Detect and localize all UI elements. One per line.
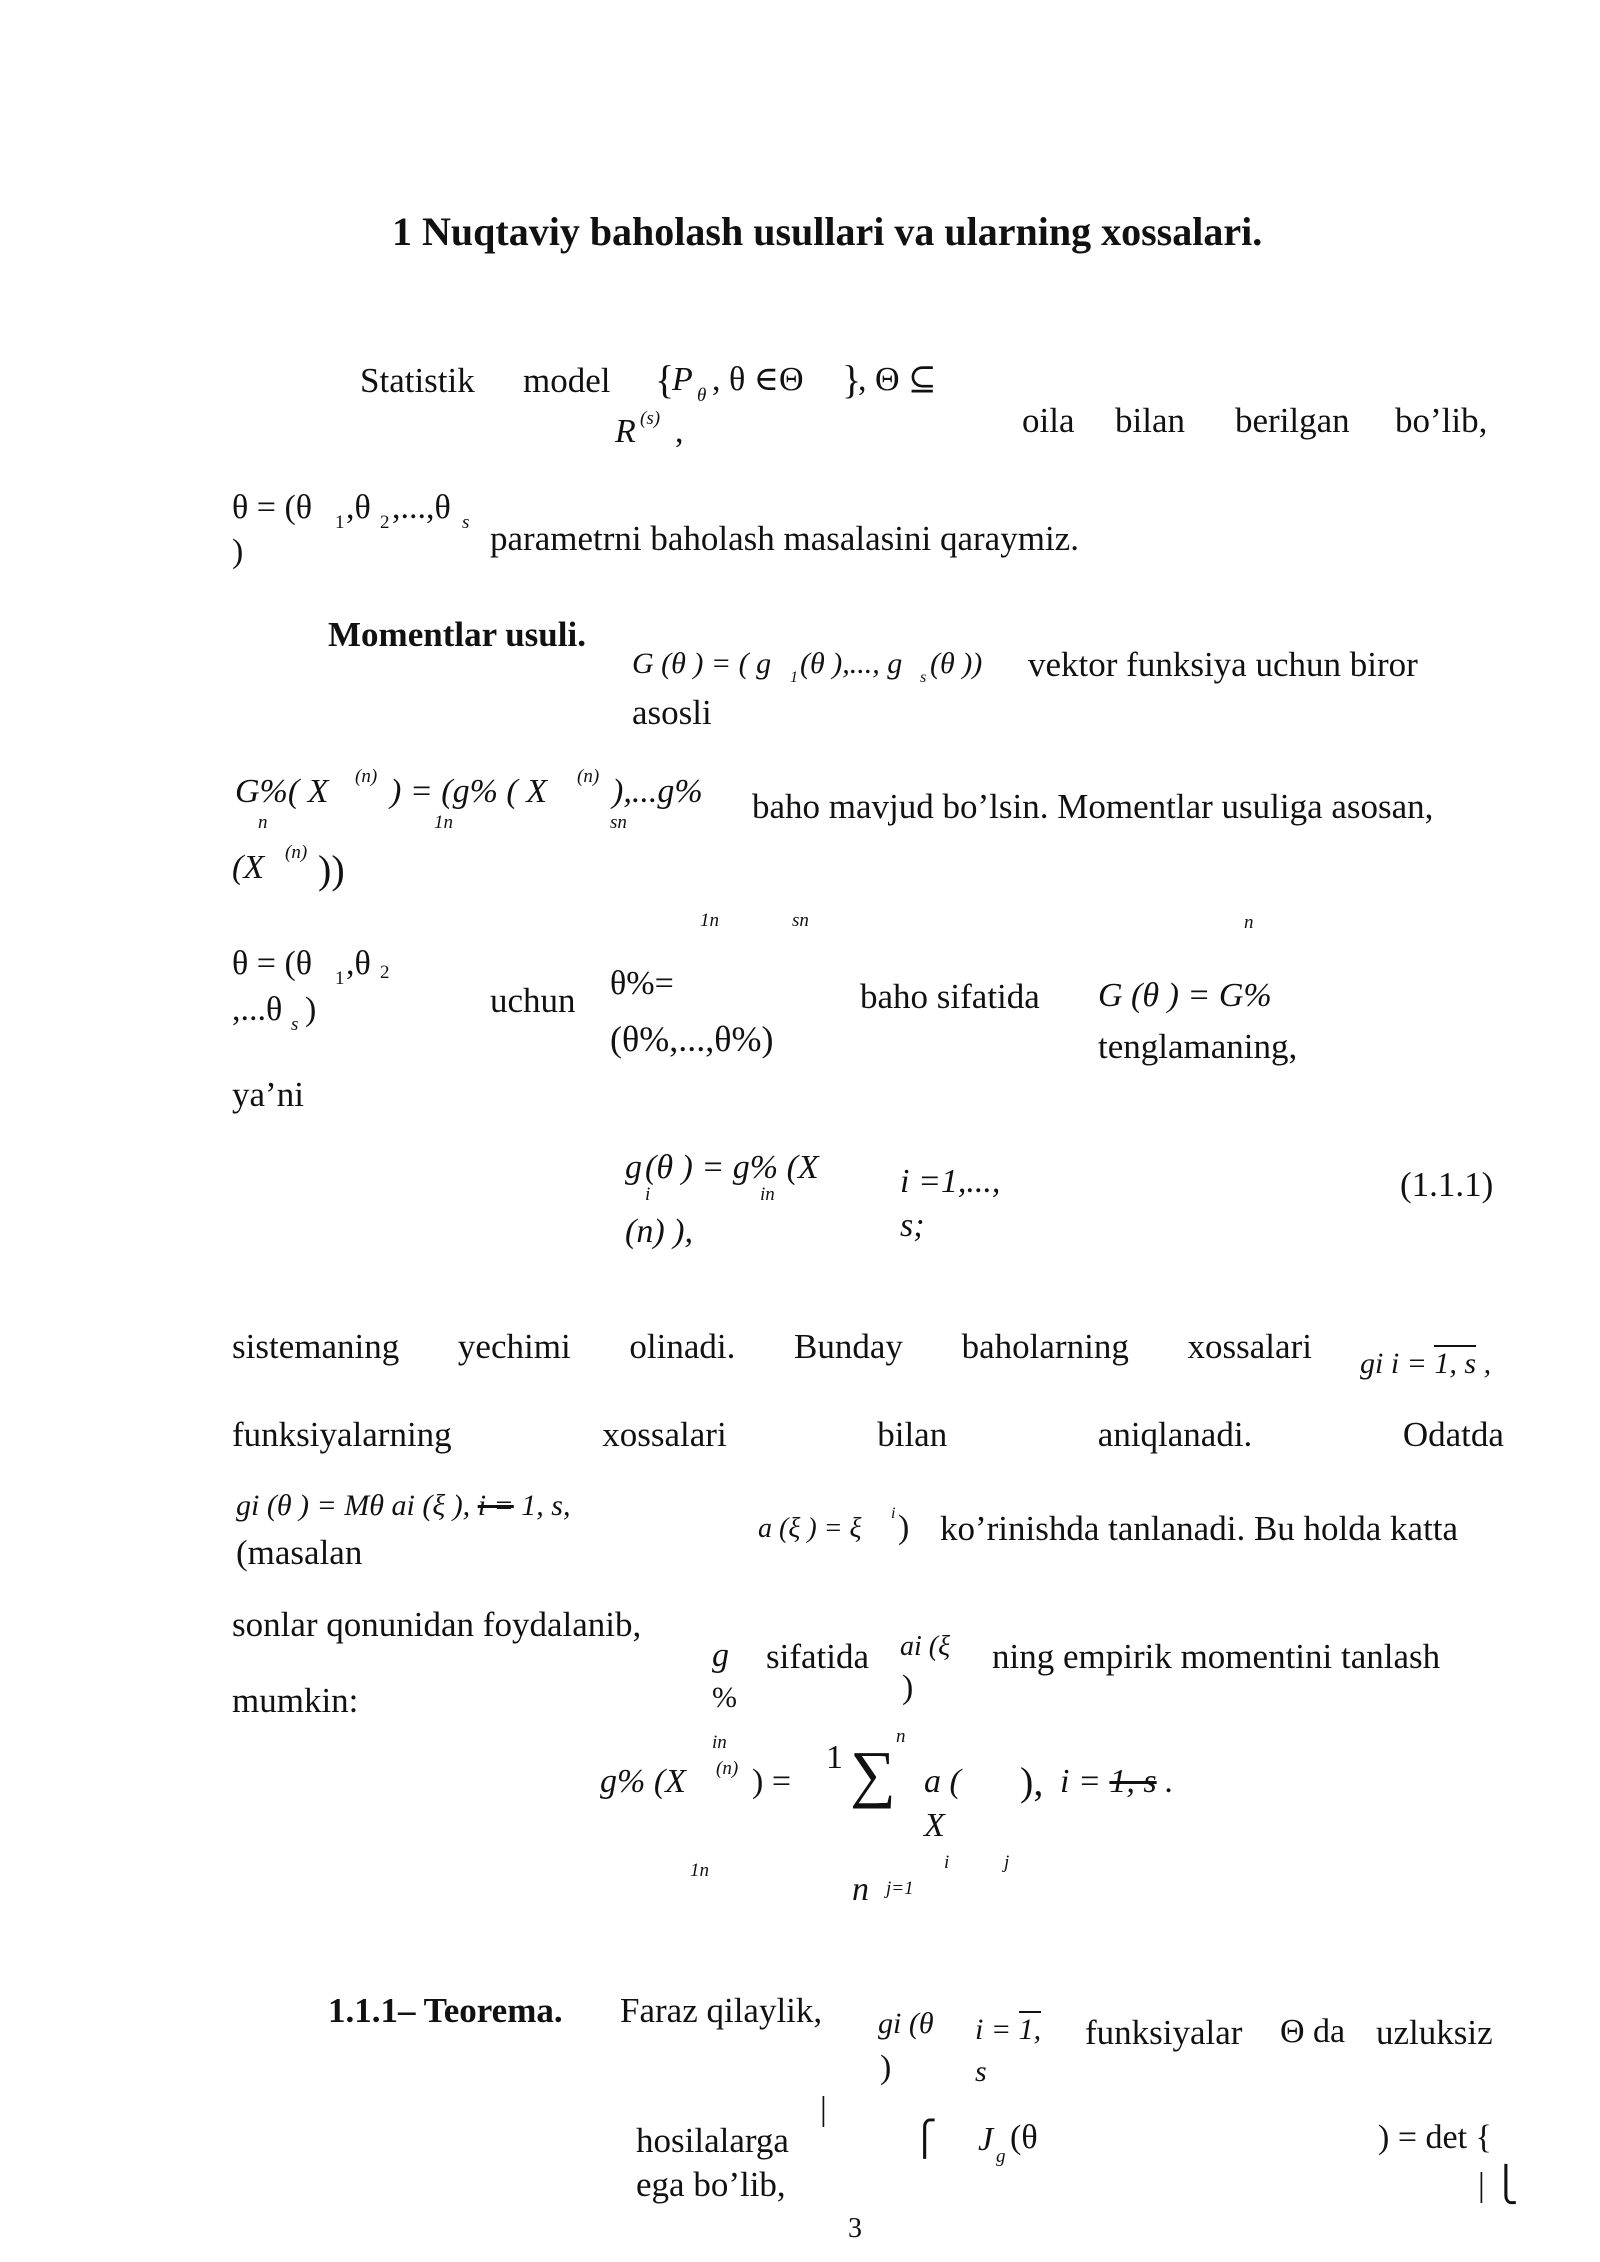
word-berilgan: berilgan <box>1235 401 1350 440</box>
equation-number: (1.1.1) <box>1400 1165 1494 1204</box>
sonlar-text: sonlar qonunidan foydalanib, <box>232 1605 642 1644</box>
gi-index <box>1360 1346 1491 1382</box>
theta-sub-1: 1 <box>335 512 345 533</box>
param-text: parametrni baholash masalasini qaraymiz. <box>490 519 1079 558</box>
Gn-sub-sn: sn <box>610 812 627 833</box>
theorem-label: 1.1.1– Teorema. <box>328 1991 563 2030</box>
section-title: 1 Nuqtaviy baholash usullari va ularning xossalari. <box>392 209 1263 254</box>
word-model: model <box>523 361 611 400</box>
set-P: P <box>672 361 693 398</box>
G-sub-1: 1 <box>790 669 798 686</box>
sifatida: sifatida <box>766 1637 870 1676</box>
theta-close-paren: ) <box>232 533 244 570</box>
R-superscript: (s) <box>640 408 661 429</box>
jacobian-det-tail: | ⎩ <box>1478 2167 1519 2204</box>
g-tilde-in: in <box>712 1732 727 1753</box>
emp-sub-j: j <box>1004 1852 1010 1873</box>
word: bilan <box>877 1415 948 1454</box>
eq111-rhs-1: i =1,..., <box>900 1163 1001 1200</box>
Gn-line2-sup: (n) <box>285 842 308 863</box>
g-tilde-g: g <box>712 1637 729 1674</box>
page-number: 3 <box>848 2213 862 2244</box>
ai-xi-close: ) <box>902 1669 914 1706</box>
emp-strike: 1, s <box>1109 1763 1157 1800</box>
G-definition: G (θ ) = ( g <box>632 647 772 680</box>
word: Bunday <box>794 1327 903 1366</box>
eq111-sub-in: in <box>760 1184 775 1205</box>
G-sub-s: s <box>920 669 927 686</box>
G-text: vektor funksiya uchun biror <box>1028 645 1418 684</box>
uzluksiz: uzluksiz <box>1376 2013 1493 2052</box>
theta-hat-vector: (θ%,...,θ%) <box>610 1019 774 1059</box>
set-membership: , θ ∈Θ <box>712 361 804 398</box>
emp-sigma: ∑ <box>850 1738 896 1809</box>
word: aniqlanadi. <box>1097 1415 1253 1454</box>
theorem-lbracket: ⎧ <box>912 2121 938 2158</box>
word: yechimi <box>457 1327 571 1366</box>
set-theta-sub: θ <box>697 385 707 406</box>
masalan: (masalan <box>236 1533 363 1572</box>
stray-sub-n: n <box>1244 912 1254 933</box>
word: xossalari <box>1187 1327 1312 1366</box>
G-definition-mid: (θ ),..., g <box>800 647 903 680</box>
word-statistik: Statistik <box>360 361 475 400</box>
eq111-sub-i: i <box>645 1184 651 1205</box>
theorem-gi: gi (θ <box>878 2007 934 2040</box>
theorem-i-s: s <box>975 2055 987 2088</box>
Gn-sup-2: (n) <box>577 766 600 787</box>
emp-X: X <box>924 1807 945 1844</box>
G-definition-end: (θ )) <box>930 647 983 680</box>
theta-comma-1: ,θ <box>346 489 371 526</box>
yani: ya’ni <box>232 1075 304 1114</box>
word-uchun: uchun <box>490 981 576 1020</box>
Gn-sub-n: n <box>258 812 268 833</box>
emp-i-eq: i = <box>1060 1763 1110 1800</box>
Gn-lhs: G%( X <box>235 773 329 810</box>
set-subset: , Θ ⊆ <box>858 361 937 398</box>
ai-xi: ai (ξ <box>900 1631 951 1662</box>
word: Odatda <box>1402 1415 1504 1454</box>
jacobian-J: J <box>978 2121 994 2158</box>
theorem-text: Faraz qilaylik, <box>620 1991 823 2030</box>
set-rbrace: } <box>842 357 862 402</box>
emp-lhs: g% (X <box>600 1763 686 1800</box>
theorem-bar: | <box>820 2091 827 2128</box>
gi-comma: , <box>1476 1347 1492 1380</box>
emp-lhs-sup: (n) <box>716 1758 739 1779</box>
Gn-line2-open: (X <box>232 849 265 886</box>
gi-overline: 1, s <box>1434 1347 1477 1380</box>
emp-frac-den: n <box>852 1871 869 1908</box>
Gn-sub-1n: 1n <box>434 812 453 833</box>
Gn-sup-1: (n) <box>355 766 378 787</box>
emp-index <box>1060 1762 1174 1803</box>
word: olinadi. <box>629 1327 736 1366</box>
ning-text: ning empirik momentini tanlash <box>992 1637 1441 1676</box>
word: baholarning <box>961 1327 1129 1366</box>
theta2-comma: ,θ <box>346 945 371 982</box>
gi-definition <box>236 1488 570 1524</box>
mumkin: mumkin: <box>232 1681 359 1720</box>
Gn-tail: ),...g% <box>612 773 703 810</box>
theta-hat-lhs: θ%= <box>610 965 674 1002</box>
theta-sub-s: s <box>462 512 470 533</box>
Theta-da: Θ da <box>1280 2013 1346 2050</box>
word-bilan: bilan <box>1115 401 1185 440</box>
theta-comma-2: ,...,θ <box>392 489 451 526</box>
baho-sifatida: baho sifatida <box>860 977 1040 1016</box>
body-line-a <box>232 1326 1312 1368</box>
hosilalarga: hosilalarga <box>636 2121 789 2160</box>
word: sistemaning <box>232 1327 400 1366</box>
emp-sub-i: i <box>944 1852 950 1873</box>
theorem-i-over: 1, <box>1018 2013 1042 2046</box>
ega-bolib: ega bo’lib, <box>636 2165 786 2204</box>
jacobian-theta: (θ <box>1010 2119 1038 2156</box>
Gn-line2-close: )) <box>318 847 345 892</box>
G-equation: G (θ ) = G% <box>1098 977 1272 1014</box>
theta2-close: ) <box>305 991 317 1028</box>
word: funksiyalarning <box>232 1415 452 1454</box>
stray-sub-1n: 1n <box>700 910 719 931</box>
gi-text: gi i = <box>1360 1347 1435 1380</box>
theta2-rest: ,...θ <box>232 991 283 1028</box>
word-oila: oila <box>1022 401 1075 440</box>
emp-frac-num: 1 <box>826 1739 843 1776</box>
emp-close: ), <box>1020 1759 1044 1804</box>
emp-sigma-top: n <box>896 1726 906 1747</box>
theorem-gi-close: ) <box>880 2049 892 2086</box>
emp-lhs-close: ) = <box>752 1763 791 1800</box>
stray-sub-sn: sn <box>792 910 809 931</box>
theta2-sub-s: s <box>291 1014 299 1035</box>
funksiyalar: funksiyalar <box>1085 2013 1243 2052</box>
eq111-n: (n) ), <box>625 1213 693 1250</box>
theta2-lhs: θ = (θ <box>232 945 313 982</box>
Gn-text: baho mavjud bo’lsin. Momentlar usuliga asosan, <box>752 787 1434 826</box>
a-xi-sup: i <box>891 1505 896 1522</box>
theta-vector-lhs: θ = (θ <box>232 489 313 526</box>
g-tilde-pct: % <box>712 1681 737 1714</box>
theta2-sub-2: 2 <box>380 962 390 983</box>
emp-dot: . <box>1156 1763 1174 1800</box>
asosli: asosli <box>632 693 712 732</box>
moments-heading: Momentlar usuli. <box>328 615 586 654</box>
R-comma: , <box>675 413 684 450</box>
eq111-g: g <box>625 1149 642 1186</box>
word-bolib: bo’lib, <box>1395 401 1488 440</box>
eq111-lhs: (θ ) = g% (X <box>645 1149 819 1186</box>
gi-def-strike: i = <box>477 1489 514 1522</box>
word: xossalari <box>602 1415 727 1454</box>
jacobian-sub-g: g <box>996 2146 1006 2167</box>
body-line-b <box>232 1414 1504 1456</box>
Gn-eq: ) = (g% ( X <box>390 773 548 810</box>
set-lbrace: { <box>655 357 675 402</box>
emp-a: a ( <box>924 1763 961 1800</box>
theorem-index <box>975 2012 1041 2048</box>
a-xi: a (ξ ) = ξ <box>758 1513 862 1544</box>
a-xi-close: ) <box>898 1509 910 1546</box>
korinishda-text: ko’rinishda tanlanadi. Bu holda katta <box>940 1509 1459 1548</box>
gi-def-text: gi (θ ) = Mθ ai (ξ ), <box>236 1489 478 1522</box>
theta-sub-2: 2 <box>380 512 390 533</box>
theta2-sub-1: 1 <box>335 968 345 989</box>
theorem-i-eq: i = <box>975 2013 1019 2046</box>
R-symbol: R <box>615 413 636 450</box>
gi-def-tail: 1, s, <box>513 1489 571 1522</box>
tenglamaning: tenglamaning, <box>1098 1027 1298 1066</box>
emp-sigma-bot: j=1 <box>886 1878 914 1899</box>
jacobian-det: ) = det { <box>1378 2119 1492 2156</box>
eq111-rhs-2: s; <box>900 1207 925 1244</box>
emp-sub-1n: 1n <box>690 1860 709 1881</box>
